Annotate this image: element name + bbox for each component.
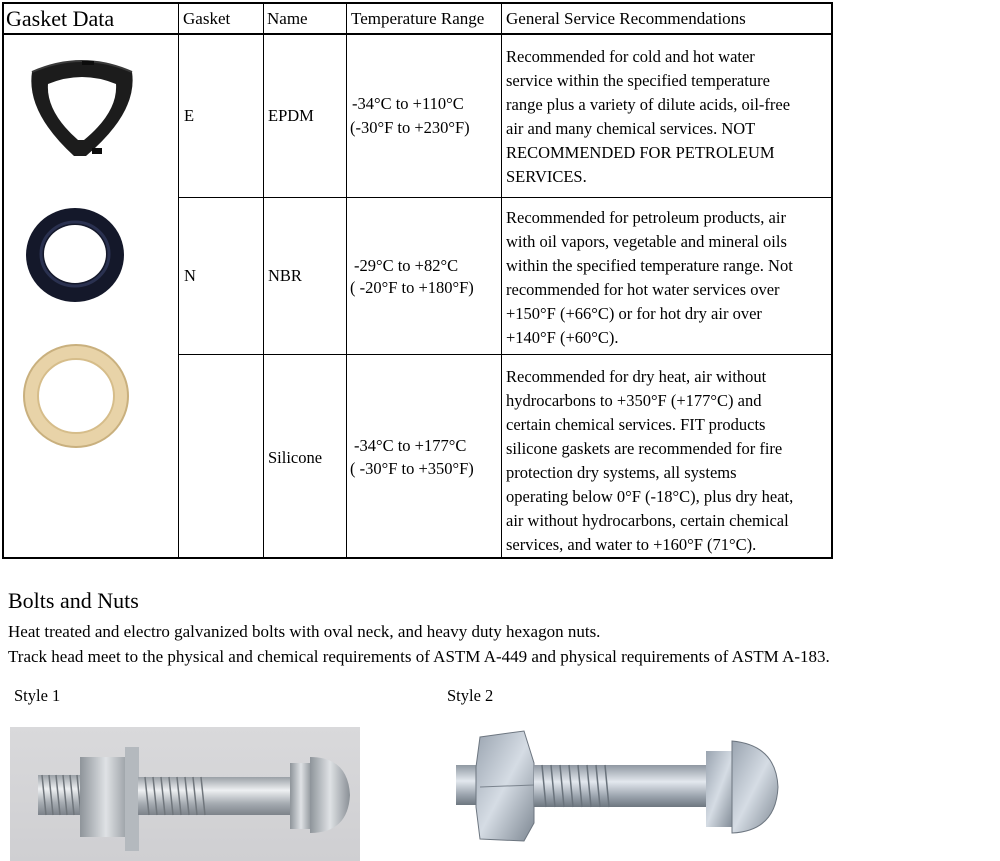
- header-recommendations: General Service Recommendations: [506, 9, 746, 28]
- nbr-gasket-image: [24, 206, 126, 304]
- style-2-label: Style 2: [447, 686, 494, 705]
- row-silicone-temp-f: ( -30°F to +350°F): [350, 459, 474, 478]
- header-temperature-range: Temperature Range: [351, 9, 485, 28]
- epdm-gasket-image: [22, 52, 142, 164]
- row-silicone-temp-c: -34°C to +177°C: [354, 436, 467, 455]
- silicone-gasket-image: [22, 343, 130, 449]
- bolts-description-2: Track head meet to the physical and chemical requirements of ASTM A-449 and physical requirements of ASTM A-183.: [8, 647, 830, 666]
- bolts-description-1: Heat treated and electro galvanized bolts with oval neck, and heavy duty hexagon nuts.: [8, 622, 601, 641]
- header-gasket-data: Gasket Data: [6, 6, 115, 31]
- row-nbr-name: NBR: [268, 266, 302, 285]
- row-silicone-recommendation: Recommended for dry heat, air without hydrocarbons to +350°F (+177°C) and certain chemical services. FIT products silicone gaskets are recommended for fire protection dry systems, all systems operating below 0°F (-18°C), plus dry heat, air without hydrocarbons, certain chemical services, and water to +160°F (71°C).: [506, 367, 794, 554]
- row-epdm-recommendation: Recommended for cold and hot water service within the specified temperature range plus a variety of dilute acids, oil-free air and many chemical services. NOT RECOMMENDED FOR PETROLEUM SERVICES.: [506, 47, 791, 186]
- row-nbr-temp-c: -29°C to +82°C: [354, 256, 459, 275]
- row-epdm-temp-f: (-30°F to +230°F): [350, 118, 470, 137]
- style-1-label: Style 1: [14, 686, 61, 705]
- header-name: Name: [267, 9, 308, 28]
- row-epdm-gasket: E: [184, 106, 195, 125]
- style-1-bolt-photo: [10, 727, 360, 861]
- header-gasket: Gasket: [183, 9, 231, 28]
- row-epdm-temp-c: -34°C to +110°C: [352, 94, 464, 113]
- row-nbr-gasket: N: [184, 266, 196, 285]
- row-nbr-temp-f: ( -20°F to +180°F): [350, 278, 474, 297]
- bolts-title: Bolts and Nuts: [8, 588, 139, 613]
- row-nbr-recommendation: Recommended for petroleum products, air with oil vapors, vegetable and mineral oils within the specified temperature range. Not recommended for hot water services over +150°F (+66°C) or for hot dry air over +140°F (+60°C).: [506, 208, 793, 347]
- style-2-bolt-photo: [450, 727, 790, 861]
- row-epdm-name: EPDM: [268, 106, 314, 125]
- row-silicone-name: Silicone: [268, 448, 323, 467]
